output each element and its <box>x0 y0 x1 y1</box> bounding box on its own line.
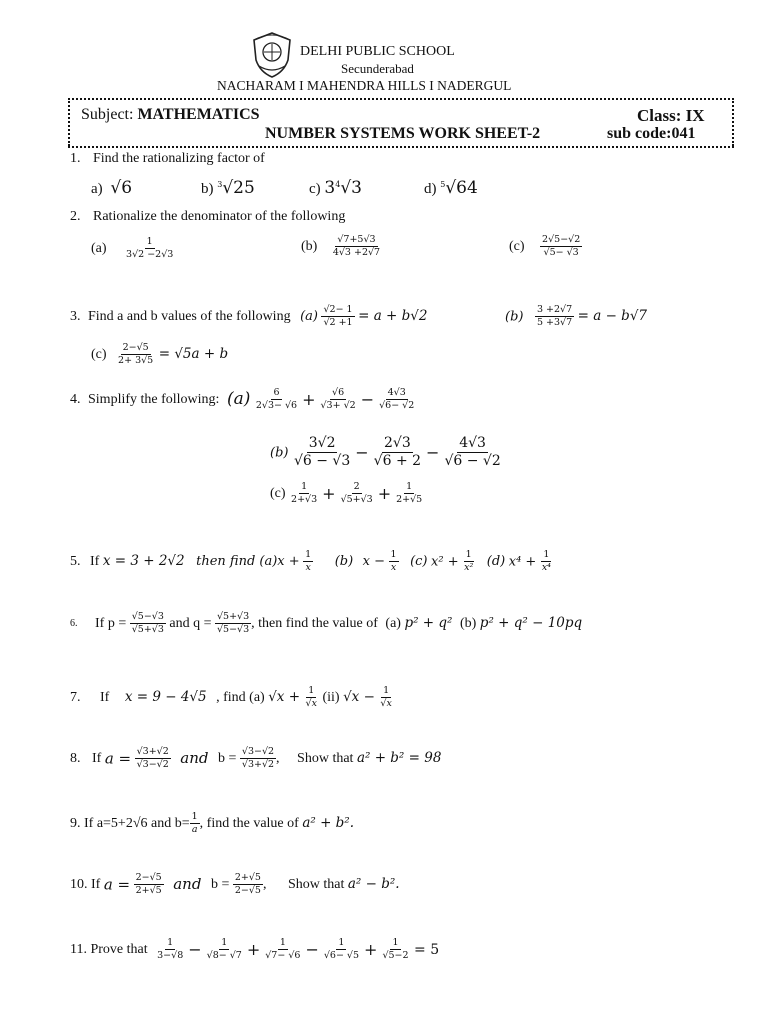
school-name: DELHI PUBLIC SCHOOL <box>300 44 455 59</box>
q3-b-rhs: = a − b√7 <box>577 308 648 325</box>
q5-line <box>70 550 553 574</box>
q2-a-num: 1 <box>145 237 155 249</box>
q8-number: 8. <box>70 750 81 766</box>
q5-d-label: (d) <box>486 554 506 570</box>
school-branches: NACHARAM I MAHENDRA HILLS I NADERGUL <box>217 78 512 93</box>
q5-number: 5. <box>70 553 81 569</box>
q11-t4-num: 1 <box>336 938 346 950</box>
q2-c <box>509 235 582 259</box>
q5-b-frac <box>389 550 399 574</box>
header-box-top <box>68 98 734 100</box>
q11-t3-num: 1 <box>278 938 288 950</box>
q11-number: 11. <box>70 941 87 957</box>
q1-b-index: 3 <box>217 180 223 189</box>
q5-c-frac <box>462 550 475 574</box>
q2-b-den: 4√3 +2√7 <box>332 247 381 259</box>
header-box-right <box>732 98 734 146</box>
q11-t2 <box>205 938 244 962</box>
q7-ii-frac <box>378 686 393 710</box>
q6-q-num: √5+√3 <box>215 612 251 624</box>
q2-text: Rationalize the denominator of the following <box>93 209 346 224</box>
q2-b <box>301 235 382 259</box>
q3-c <box>91 343 228 367</box>
q3-c-label: (c) <box>91 346 107 362</box>
q1-d <box>424 180 478 197</box>
minus-sign: − <box>360 389 375 409</box>
q2-a-fraction <box>124 237 175 261</box>
plus-sign: + <box>377 483 392 503</box>
q7-number: 7. <box>70 689 81 705</box>
q4-c <box>270 482 424 506</box>
q3-a-fraction <box>321 305 354 329</box>
q10-number: 10. <box>70 876 88 892</box>
q6-b-expr: p² + q² − 10pq <box>479 615 583 632</box>
q9-rhs: a² + b². <box>302 815 355 832</box>
school-city: Secunderabad <box>341 61 414 76</box>
header-box-left <box>68 98 70 146</box>
q11-t2-num: 1 <box>219 938 229 950</box>
q6-b-label: (b) <box>459 615 477 631</box>
q7-equation: x = 9 − 4√5 <box>124 689 207 706</box>
q1-c-radical: √3 <box>340 178 362 198</box>
q4-line <box>70 388 416 412</box>
q11-t2-den: √8− √7 <box>206 950 242 962</box>
q9-den: a <box>191 824 198 836</box>
minus-sign: − <box>188 939 202 959</box>
q5-b-num: 1 <box>389 550 399 562</box>
q3-c-den: 2+ 3√5 <box>118 355 154 367</box>
q8-and: and <box>180 749 209 768</box>
q7-mid: , find (a) <box>216 689 265 705</box>
q8-b-frac <box>240 747 276 771</box>
q4-b1 <box>292 436 352 470</box>
q5-d-expr: x⁴ + <box>508 554 537 570</box>
q2-a-label: (a) <box>91 240 107 256</box>
plus-sign: + <box>246 939 261 959</box>
subject-line <box>81 106 260 124</box>
q4-text: Simplify the following: <box>88 391 220 407</box>
q3-number: 3. <box>70 308 81 324</box>
q3-b-label: (b) <box>505 309 524 325</box>
q2-c-label: (c) <box>509 238 525 254</box>
q10-b-var: b = <box>210 876 230 892</box>
q4-c3-num: 1 <box>404 482 414 494</box>
q1-d-index: 5 <box>440 180 446 189</box>
q3-a-rhs: = a + b√2 <box>358 308 428 325</box>
q5-b-label: (b) <box>334 554 354 570</box>
q1-c-coef: 3 <box>324 178 336 198</box>
q1-text: Find the rationalizing factor of <box>93 151 265 166</box>
q3-c-fraction <box>116 343 155 367</box>
q4-a2-num: √6 <box>330 388 346 400</box>
q6-p-frac <box>130 612 166 636</box>
q2-c-fraction <box>540 235 582 259</box>
q5-c-expr: x² + <box>431 554 459 570</box>
subject-value: MATHEMATICS <box>137 106 260 123</box>
q4-b3 <box>442 436 502 470</box>
q9-text: If a=5+2√6 and b= <box>84 815 190 831</box>
q7-a-expr: √x + <box>268 689 301 706</box>
q8-b-den: √3+√2 <box>241 759 275 771</box>
q11-t3-den: √7− √6 <box>265 950 301 962</box>
q10-a-num: 2−√5 <box>134 873 164 885</box>
q6-and: and q = <box>169 615 212 631</box>
q10-comma: , <box>262 876 267 892</box>
q1-b-value: √25 <box>222 178 255 198</box>
q5-mid: then find (a)x + <box>196 554 300 570</box>
minus-sign: − <box>305 939 319 959</box>
q2-a-den: 3√2 −2√3 <box>126 249 174 261</box>
q6-q-den: √5−√3 <box>217 624 250 636</box>
q4-c-label: (c) <box>270 485 286 501</box>
q10-b-num: 2+√5 <box>233 873 263 885</box>
q4-b3-num: 4√3 <box>457 436 488 453</box>
worksheet-title: NUMBER SYSTEMS WORK SHEET-2 <box>265 125 541 142</box>
q4-c3 <box>394 482 424 506</box>
q1-d-value: √64 <box>445 178 478 198</box>
q9-mid: , find the value of <box>199 815 299 831</box>
q8-pre: If <box>92 750 102 766</box>
q3-b-num: 3 +2√7 <box>535 305 574 317</box>
q4-c2-num: 2 <box>352 482 362 494</box>
q1-number: 1. <box>70 151 81 166</box>
q5-pre: If <box>90 553 100 569</box>
q4-b2-den: √6 + 2 <box>373 453 422 470</box>
q4-a3 <box>377 388 416 412</box>
q6-text: , then find the value of <box>251 615 378 631</box>
q1-c-index: 4 <box>335 180 341 189</box>
q4-b-label: (b) <box>270 445 289 461</box>
q11-t4 <box>322 938 361 962</box>
q4-a1-den: 2√3− √6 <box>255 400 298 412</box>
q5-d-frac <box>540 550 553 574</box>
q5-d-num: 1 <box>541 550 551 562</box>
q3-line <box>70 305 428 329</box>
q4-a3-num: 4√3 <box>386 388 408 400</box>
q8-comma: , <box>276 750 280 766</box>
q10-a-var: a = <box>103 875 131 894</box>
q1-a-label: a) <box>91 181 103 197</box>
q4-c1-den: 2+√3 <box>291 494 318 506</box>
q10-and: and <box>173 875 202 894</box>
plus-sign: + <box>322 483 336 503</box>
q4-a1 <box>254 388 299 412</box>
q4-a2-den: √3+ √2 <box>320 400 356 412</box>
q2-b-fraction <box>331 235 382 259</box>
q9-frac <box>190 812 200 836</box>
q11-t1-num: 1 <box>165 938 175 950</box>
q9-number: 9. <box>70 815 81 831</box>
q11-t5-den: √5−2 <box>382 950 409 962</box>
header-box-bottom <box>68 146 734 148</box>
q10-rhs: a² − b². <box>347 876 400 893</box>
q2-b-label: (b) <box>301 238 318 254</box>
class-label: Class: IX <box>637 106 705 125</box>
q6-number: 6. <box>70 617 78 629</box>
q1-a: √6 <box>110 178 133 198</box>
q9-num: 1 <box>190 812 200 824</box>
q6-p-den: √5+√3 <box>131 624 164 636</box>
minus-sign: − <box>426 442 440 462</box>
q5-c-label: (c) <box>410 554 428 570</box>
q4-a2 <box>319 388 358 412</box>
q3-text: Find a and b values of the following <box>88 308 291 324</box>
q8-a-var: a = <box>104 749 132 768</box>
subject-prefix: Subject: <box>81 106 138 123</box>
q11-t1-den: 3−√8 <box>157 950 184 962</box>
q4-a-label: (a) <box>226 389 251 410</box>
q3-a-den: √2 +1 <box>323 317 353 329</box>
q1-b <box>201 180 255 197</box>
q4-c3-den: 2+√5 <box>396 494 423 506</box>
q7-ii-label: (ii) <box>322 689 340 705</box>
q2-a <box>91 237 175 261</box>
q3-b-den: 5 +3√7 <box>536 317 573 329</box>
q2-c-num: 2√5−√2 <box>540 235 582 247</box>
q2-number: 2. <box>70 209 81 224</box>
q3-a-label: (a) <box>300 309 318 325</box>
q11-text: Prove that <box>90 941 148 957</box>
q8-b-var: b = <box>217 750 237 766</box>
school-logo <box>250 30 294 80</box>
q1-b-label: b) <box>201 181 214 197</box>
q10-a-frac <box>134 873 164 897</box>
q5-b-expr: x − <box>362 554 386 570</box>
q7-a-frac <box>304 686 319 710</box>
q6-pre: If p = <box>95 615 127 631</box>
q7-ii-den: √x <box>380 698 392 710</box>
q8-rhs: a² + b² = 98 <box>356 750 442 767</box>
q7-ii-expr: √x − <box>343 689 375 706</box>
q11-t5 <box>380 938 410 962</box>
q2-b-num: √7+5√3 <box>335 235 377 247</box>
q5-a-frac <box>303 550 313 574</box>
q10-pre: If <box>91 876 101 892</box>
q2-c-den: √5− √3 <box>543 247 579 259</box>
q6-a-expr: p² + q² <box>404 615 453 632</box>
q8-b-num: √3−√2 <box>240 747 276 759</box>
q8-line <box>70 747 441 771</box>
q3-b-fraction <box>535 305 574 329</box>
q6-a-label: (a) <box>385 615 401 631</box>
q5-b-den: x <box>390 562 397 574</box>
q5-a-den: x <box>305 562 311 574</box>
q6-line <box>70 612 582 636</box>
q10-b-den: 2−√5 <box>234 885 261 897</box>
q5-c-num: 1 <box>464 550 474 562</box>
q3-c-num: 2−√5 <box>121 343 151 355</box>
q4-b <box>270 436 503 470</box>
q11-t4-den: √6− √5 <box>323 950 360 962</box>
q1-d-label: d) <box>424 181 437 197</box>
q4-number: 4. <box>70 391 81 407</box>
q7-a-den: √x <box>305 698 317 710</box>
q7-ii-num: 1 <box>381 686 391 698</box>
q8-a-num: √3+√2 <box>135 747 171 759</box>
q10-b-frac <box>233 873 263 897</box>
q4-b2 <box>372 436 423 470</box>
q10-line <box>70 873 400 897</box>
q8-show: Show that <box>297 750 354 766</box>
q6-q-frac <box>215 612 251 636</box>
q9-line <box>70 812 354 836</box>
q7-a-num: 1 <box>306 686 316 698</box>
q8-a-frac <box>135 747 171 771</box>
minus-sign: − <box>355 442 369 462</box>
q4-b1-num: 3√2 <box>307 436 338 453</box>
q4-c2-den: √5+√3 <box>340 494 373 506</box>
q8-a-den: √3−√2 <box>136 759 169 771</box>
q11-t1 <box>155 938 185 962</box>
q3-b <box>505 305 647 329</box>
q4-a3-den: √6− √2 <box>379 400 415 412</box>
q1-c-label: c) <box>309 181 321 197</box>
q4-b3-den: √6 − √2 <box>444 453 501 470</box>
q1-options <box>91 180 132 197</box>
q5-equation: x = 3 + 2√2 <box>102 553 185 570</box>
q6-p-num: √5−√3 <box>130 612 166 624</box>
q11-line <box>70 938 439 962</box>
plus-sign: + <box>302 389 316 409</box>
q11-t5-num: 1 <box>390 938 400 950</box>
q3-c-rhs: = √5a + b <box>158 346 229 363</box>
q1-c <box>309 180 362 197</box>
q7-pre: If <box>100 689 110 705</box>
plus-sign: + <box>364 939 378 959</box>
q11-rhs: = 5 <box>414 941 440 958</box>
q4-c2 <box>339 482 375 506</box>
q5-a-num: 1 <box>303 550 313 562</box>
q4-c1 <box>289 482 319 506</box>
q10-show: Show that <box>287 876 345 892</box>
q3-a-num: √2− 1 <box>321 305 354 317</box>
q10-a-den: 2+√5 <box>135 885 162 897</box>
q4-a1-num: 6 <box>271 388 281 400</box>
q4-c1-num: 1 <box>299 482 309 494</box>
q7-line <box>70 686 394 710</box>
sub-code: sub code:041 <box>607 125 696 142</box>
q5-d-den: x⁴ <box>541 562 551 574</box>
q11-t3 <box>263 938 302 962</box>
q5-c-den: x² <box>464 562 474 574</box>
q4-b1-den: √6 − √3 <box>293 453 351 470</box>
q4-b2-num: 2√3 <box>382 436 413 453</box>
